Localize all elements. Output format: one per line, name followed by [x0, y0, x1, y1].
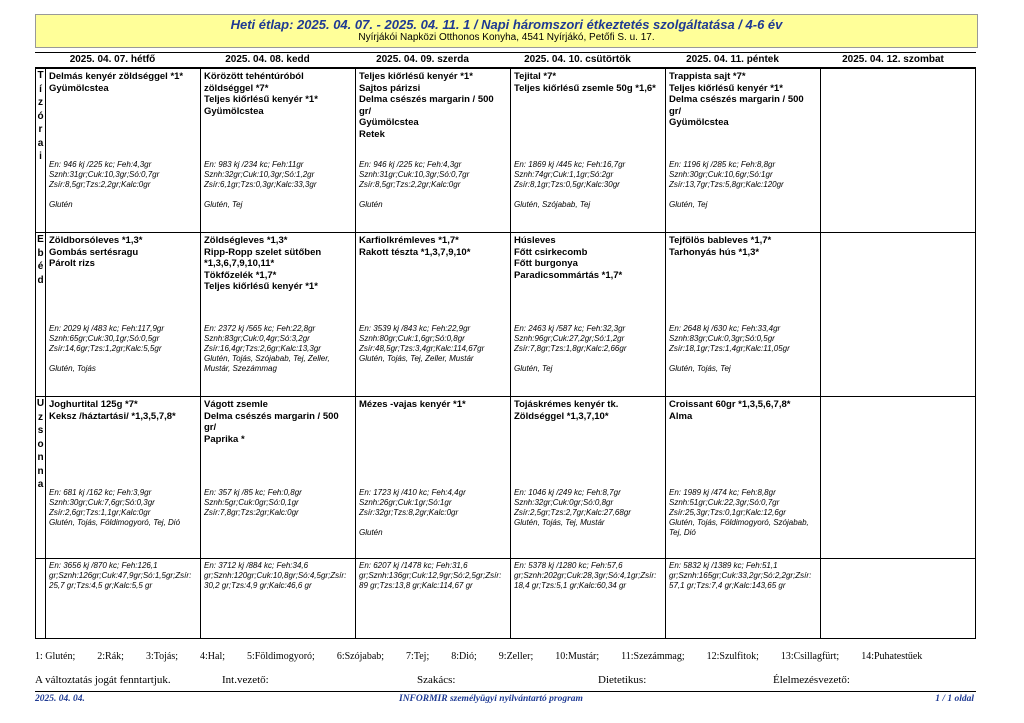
- nutrition-info: [514, 324, 663, 354]
- allergen-list: Glutén, Tej: [514, 364, 553, 373]
- menu-cell-uzsonna-tuesday: [201, 397, 356, 558]
- nutrition-line: Mustár, Szezámmag: [204, 364, 277, 373]
- meal-label-letter: U: [36, 398, 45, 409]
- dish-line: Paprika *: [204, 433, 245, 445]
- dish-line: Rakott tészta *1,3,7,9,10*: [359, 246, 471, 258]
- total-line: En: 3656 kj /870 kc; Feh:126,1: [49, 561, 158, 570]
- menu-cell-ebed-saturday: [821, 233, 975, 396]
- nutrition-info: [359, 324, 508, 364]
- meal-label-ebed: [36, 233, 46, 396]
- allergen-legend-item: 6:Szójabab;: [336, 651, 385, 662]
- nutrition-line: Sznh:30gr;Cuk:10,6gr;Só:1gr: [669, 170, 773, 179]
- menu-header: [35, 14, 978, 48]
- meal-label-letter: é: [37, 261, 44, 272]
- meal-label-letter: o: [37, 438, 44, 450]
- nutrition-line: Zsír:2,5gr;Tzs:2,7gr;Kalc:27,68gr: [514, 508, 631, 517]
- dietitian-label: Dietetikus:: [598, 674, 647, 686]
- nutrition-line: Sznh:96gr;Cuk:27,2gr;Só:1,2gr: [514, 334, 625, 343]
- allergen-legend-item: 10:Mustár;: [555, 651, 600, 662]
- allergen-legend-item: 7:Tej;: [406, 651, 430, 662]
- dish-line: Ripp-Ropp szelet sütőben: [204, 246, 322, 258]
- dish-line: Húsleves: [514, 235, 556, 246]
- total-line: gr;Sznh:202gr;Cuk:28,3gr;Só:4,1gr;Zsír:: [514, 571, 657, 580]
- nutrition-line: En: 1196 kj /285 kc; Feh:8,8gr: [669, 160, 776, 169]
- menu-cell-tizorai-friday: [666, 69, 821, 232]
- dish-line: Gyümölcstea: [669, 117, 729, 128]
- day-thursday: 2025. 04. 10. csütörtök: [524, 54, 631, 65]
- total-line: En: 5832 kj /1389 kc; Feh:51,1: [669, 561, 778, 570]
- dish-line: Teljes kiőrlésű kenyér *1*: [359, 71, 473, 82]
- allergen-legend-item: 2:Rák;: [97, 651, 124, 662]
- meal-label-letter: i: [39, 151, 42, 162]
- meal-label-letter: s: [37, 425, 44, 436]
- allergen-legend-item: 5:Földimogyoró;: [247, 651, 315, 662]
- allergen-legend-item: 1: Glutén;: [35, 651, 76, 662]
- meal-row-ebed: [36, 233, 975, 397]
- dish-line: Mézes -vajas kenyér *1*: [359, 399, 466, 410]
- nutrition-line: Sznh:83gr;Cuk:0,3gr;Só:0,5gr: [669, 334, 775, 343]
- nutrition-line: En: 357 kj /85 kc; Feh:0,8gr: [204, 488, 302, 497]
- daily-total-tuesday: [201, 559, 356, 638]
- totals-label: [36, 559, 46, 638]
- daily-total-thursday: [511, 559, 666, 638]
- nutrition-line: Sznh:30gr;Cuk:7,6gr;Só:0,3gr: [49, 498, 155, 507]
- total-line: En: 5378 kj /1280 kc; Feh:57,6: [514, 561, 623, 570]
- daily-total-wednesday: [356, 559, 511, 638]
- nutrition-line: Zsír:25,3gr;Tzs:0,1gr;Kalc:12,6gr: [669, 508, 786, 517]
- meal-label-uzsonna: [36, 397, 46, 558]
- nutrition-line: Sznh:74gr;Cuk:1,1gr;Só:2gr: [514, 170, 614, 179]
- dish-line: Vágott zsemle: [204, 399, 268, 410]
- allergen-list: Glutén: [49, 200, 73, 209]
- nutrition-line: En: 2372 kj /565 kc; Feh:22,8gr: [204, 324, 316, 333]
- total-line: 25,7 gr;Tzs:4,5 gr;Kalc:5,5 gr: [49, 581, 153, 590]
- nutrition-line: En: 983 kj /234 kc; Feh:11gr: [204, 160, 304, 169]
- total-line: gr;Sznh:165gr;Cuk:33,2gr;Só:2,2gr;Zsír:: [669, 571, 812, 580]
- dish-line: Teljes kiőrlésű kenyér *1*: [204, 281, 318, 292]
- menu-cell-uzsonna-wednesday: [356, 397, 511, 558]
- dish-line: Tojáskrémes kenyér tk.: [514, 399, 619, 410]
- dish-line: Tarhonyás hús *1,3*: [669, 246, 760, 258]
- daily-totals-row: [36, 559, 975, 638]
- nutrition-line: Sznh:31gr;Cuk:10,3gr;Só:0,7gr: [359, 170, 470, 179]
- meal-row-tizorai: [36, 69, 975, 233]
- dish-line: Zöldségleves *1,3*: [204, 235, 288, 246]
- nutrition-info: [49, 160, 198, 190]
- nutrition-info: [514, 160, 663, 190]
- dish-line: Tejfölös bableves *1,7*: [669, 235, 772, 246]
- dish-line: Alma: [669, 410, 693, 422]
- daily-total-info: [49, 561, 198, 591]
- nutrition-info: [359, 160, 508, 190]
- nutrition-line: Zsír:8,5gr;Tzs:2,2gr;Kalc:0gr: [49, 180, 151, 189]
- allergen-list: Glutén, Tej: [669, 200, 708, 209]
- nutrition-line: Zsír:2,6gr;Tzs:1,1gr;Kalc:0gr: [49, 508, 151, 517]
- meal-label-letter: í: [39, 83, 42, 95]
- dish-line: gr/: [359, 105, 372, 117]
- total-line: 30,2 gr;Tzs:4,9 gr;Kalc:46,6 gr: [204, 581, 312, 590]
- dish-line: Delma csészés margarin / 500: [669, 94, 804, 105]
- nutrition-line: En: 1723 kj /410 kc; Feh:4,4gr: [359, 488, 466, 497]
- nutrition-line: En: 2463 kj /587 kc; Feh:32,3gr: [514, 324, 626, 333]
- nutrition-info: [49, 488, 198, 528]
- dish-line: Gyümölcstea: [359, 117, 419, 128]
- dish-line: Keksz /háztartási/ *1,3,5,7,8*: [49, 410, 176, 422]
- menu-title: Heti étlap: 2025. 04. 07. - 2025. 04. 11. 1 / Napi háromszori étkeztetés szolgáltatása / 4-6 év: [230, 17, 783, 32]
- nutrition-line: En: 1989 kj /474 kc; Feh:8,8gr: [669, 488, 776, 497]
- day-saturday: 2025. 04. 12. szombat: [842, 54, 944, 65]
- nutrition-line: Sznh:51gr;Cuk:22,3gr;Só:0,7gr: [669, 498, 780, 507]
- nutrition-line: Glutén, Tojás, Szójabab, Tej, Zeller,: [204, 354, 330, 363]
- nutrition-line: Glutén, Tojás, Tej, Mustár: [514, 518, 605, 527]
- dish-line: Delma csészés margarin / 500: [204, 410, 339, 422]
- allergen-list: Glutén, Tej: [204, 200, 243, 209]
- nutrition-info: [669, 488, 818, 538]
- menu-cell-tizorai-saturday: [821, 69, 975, 232]
- day-wednesday: 2025. 04. 09. szerda: [376, 54, 469, 65]
- dish-line: Teljes kiőrlésű zsemle 50g *1,6*: [514, 82, 656, 94]
- dish-line: Gombás sertésragu: [49, 246, 139, 258]
- meal-label-letter: a: [37, 479, 44, 490]
- rights-note: A változtatás jogát fenntartjuk.: [35, 674, 171, 686]
- dish-line: Trappista sajt *7*: [669, 71, 746, 82]
- dish-line: Körözött tehéntúróból: [204, 71, 304, 82]
- day-friday: 2025. 04. 11. péntek: [686, 54, 779, 65]
- total-line: En: 3712 kj /884 kc; Feh:34,6: [204, 561, 309, 570]
- nutrition-line: En: 1046 kj /249 kc; Feh:8,7gr: [514, 488, 621, 497]
- dish-line: Gyümölcstea: [49, 82, 109, 94]
- dish-line: Párolt rizs: [49, 258, 95, 269]
- allergen-list: Glutén: [359, 200, 383, 209]
- meal-label-letter: a: [37, 137, 44, 149]
- page-footer: [35, 691, 976, 706]
- dish-line: Joghurtital 125g *7*: [49, 399, 138, 410]
- footer-date: 2025. 04. 04.: [35, 694, 85, 704]
- dish-line: zöldséggel *7*: [204, 82, 269, 94]
- nutrition-line: Zsír:8,1gr;Tzs:0,5gr;Kalc:30gr: [514, 180, 620, 189]
- allergen-legend-item: 3:Tojás;: [145, 651, 179, 662]
- allergen-legend-item: 8:Dió;: [451, 651, 477, 662]
- dish-line: Teljes kiőrlésű kenyér *1*: [669, 82, 783, 94]
- meal-label-letter: z: [38, 411, 43, 423]
- cook-label: Szakács:: [417, 674, 456, 686]
- nutrition-info: [204, 160, 353, 190]
- meal-label-letter: ó: [37, 110, 44, 122]
- nutrition-line: En: 946 kj /225 kc; Feh:4,3gr: [49, 160, 152, 169]
- total-line: 89 gr;Tzs:13,8 gr;Kalc:114,67 gr: [359, 581, 473, 590]
- dish-line: Retek: [359, 128, 385, 140]
- nutrition-line: Zsír:18,1gr;Tzs:1,4gr;Kalc:11,05gr: [669, 344, 790, 353]
- meal-label-letter: n: [37, 452, 44, 463]
- allergen-legend-item: 9:Zeller;: [498, 651, 534, 662]
- dish-line: Delma csészés margarin / 500: [359, 94, 494, 105]
- dish-line: Zöldborsóleves *1,3*: [49, 235, 143, 246]
- nutrition-info: [514, 488, 663, 528]
- nutrition-line: En: 2029 kj /483 kc; Feh:117,9gr: [49, 324, 165, 333]
- dish-line: gr/: [669, 105, 682, 117]
- nutrition-line: Sznh:5gr;Cuk:0gr;Só:0,1gr: [204, 498, 299, 507]
- food-manager-label: Élelmezésvezető:: [773, 674, 850, 686]
- allergen-list: Glutén, Tojás, Tej: [669, 364, 731, 373]
- nutrition-line: Glutén, Tojás, Tej, Zeller, Mustár: [359, 354, 474, 363]
- kitchen-address: Nyírjákói Napközi Otthonos Konyha, 4541 Nyírjákó, Petőfi S. u. 17.: [358, 32, 655, 43]
- allergen-list: Glutén, Tojás: [49, 364, 96, 373]
- nutrition-line: Zsír:14,6gr;Tzs:1,2gr;Kalc:5,5gr: [49, 344, 162, 353]
- total-line: gr;Sznh:126gr;Cuk:47,9gr;Só:1,5gr;Zsír:: [49, 571, 192, 580]
- allergen-legend-item: 11:Szezámmag;: [621, 651, 685, 662]
- meal-label-letter: n: [37, 465, 44, 477]
- meal-label-letter: d: [37, 274, 44, 286]
- daily-total-friday: [666, 559, 821, 638]
- footer-program: INFORMIR személyügyi nyilvántartó program: [399, 694, 583, 704]
- int-leader-label: Int.vezető:: [222, 674, 269, 686]
- nutrition-line: Sznh:80gr;Cuk:1,6gr;Só:0,8gr: [359, 334, 465, 343]
- dish-line: Gyümölcstea: [204, 105, 264, 117]
- nutrition-info: [359, 488, 508, 518]
- nutrition-line: En: 2648 kj /630 kc; Feh:33,4gr: [669, 324, 781, 333]
- daily-total-info: [204, 561, 353, 591]
- day-monday: 2025. 04. 07. hétfő: [69, 54, 156, 65]
- nutrition-line: Zsír:8,5gr;Tzs:2,2gr;Kalc:0gr: [359, 180, 461, 189]
- allergen-legend-item: 4:Hal;: [200, 651, 226, 662]
- dish-line: Karfiolkrémleves *1,7*: [359, 235, 459, 246]
- nutrition-line: Sznh:31gr;Cuk:10,3gr;Só:0,7gr: [49, 170, 160, 179]
- nutrition-line: Sznh:65gr;Cuk:30,1gr;Só:0,5gr: [49, 334, 160, 343]
- nutrition-line: Glutén, Tojás, Földimogyoró, Tej, Dió: [49, 518, 181, 527]
- nutrition-info: [49, 324, 198, 354]
- nutrition-line: Zsír:48,5gr;Tzs:3,4gr;Kalc:114,67gr: [359, 344, 485, 353]
- menu-cell-tizorai-thursday: [511, 69, 666, 232]
- dish-line: Tejital *7*: [514, 71, 557, 82]
- daily-total-info: [359, 561, 508, 591]
- total-line: En: 6207 kj /1478 kc; Feh:31,6: [359, 561, 468, 570]
- nutrition-line: Sznh:26gr;Cuk:1gr;Só:1gr: [359, 498, 452, 507]
- meal-label-letter: E: [37, 234, 44, 245]
- nutrition-line: Sznh:83gr;Cuk:0,4gr;Só:3,2gr: [204, 334, 310, 343]
- allergen-legend-item: 14:Puhatestűek: [861, 651, 923, 662]
- menu-grid: [35, 68, 976, 639]
- menu-cell-ebed-tuesday: [201, 233, 356, 396]
- total-line: gr;Sznh:136gr;Cuk:12,9gr;Só:2,5gr;Zsír:: [359, 571, 502, 580]
- dish-line: Zöldséggel *1,3,7,10*: [514, 410, 609, 422]
- dish-line: Teljes kiőrlésű kenyér *1*: [204, 94, 318, 105]
- meal-label-tizorai: [36, 69, 46, 232]
- menu-cell-uzsonna-monday: [46, 397, 201, 558]
- nutrition-line: Tej, Dió: [669, 528, 696, 537]
- allergen-list: Glutén, Szójabab, Tej: [514, 200, 591, 209]
- total-line: 18,4 gr;Tzs:5,1 gr;Kalc:60,34 gr: [514, 581, 627, 590]
- nutrition-info: [204, 324, 353, 374]
- total-line: 57,1 gr;Tzs:7,4 gr;Kalc:143,65 gr: [669, 581, 786, 590]
- nutrition-line: En: 1869 kj /445 kc; Feh:16,7gr: [514, 160, 626, 169]
- nutrition-line: En: 946 kj /225 kc; Feh:4,3gr: [359, 160, 462, 169]
- daily-total-monday: [46, 559, 201, 638]
- meal-label-letter: T: [37, 70, 44, 81]
- allergen-legend: [35, 651, 976, 662]
- meal-label-letter: z: [38, 97, 43, 108]
- menu-cell-uzsonna-thursday: [511, 397, 666, 558]
- menu-cell-ebed-thursday: [511, 233, 666, 396]
- daily-total-saturday: [821, 559, 975, 638]
- menu-cell-uzsonna-saturday: [821, 397, 975, 558]
- day-tuesday: 2025. 04. 08. kedd: [225, 54, 310, 65]
- allergen-list: Glutén: [359, 528, 383, 537]
- footer-page: 1 / 1 oldal: [935, 694, 974, 704]
- daily-total-info: [514, 561, 663, 591]
- nutrition-line: Sznh:32gr;Cuk:0gr;Só:0,8gr: [514, 498, 614, 507]
- nutrition-line: Zsír:6,1gr;Tzs:0,3gr;Kalc:33,3gr: [204, 180, 317, 189]
- nutrition-info: [204, 488, 353, 518]
- day-header-row: [35, 52, 976, 68]
- menu-cell-ebed-friday: [666, 233, 821, 396]
- meal-label-letter: b: [37, 247, 44, 259]
- nutrition-line: Zsír:16,4gr;Tzs:2,6gr;Kalc:13,3gr: [204, 344, 321, 353]
- total-line: gr;Sznh:120gr;Cuk:10,8gr;Só:4,5gr;Zsír:: [204, 571, 347, 580]
- allergen-legend-item: 12:Szulfitok;: [706, 651, 759, 662]
- nutrition-line: Zsír:7,8gr;Tzs:1,8gr;Kalc:2,66gr: [514, 344, 627, 353]
- meal-row-uzsonna: [36, 397, 975, 559]
- menu-cell-tizorai-wednesday: [356, 69, 511, 232]
- nutrition-line: Zsír:7,8gr;Tzs:2gr;Kalc:0gr: [204, 508, 299, 517]
- menu-cell-tizorai-tuesday: [201, 69, 356, 232]
- nutrition-info: [669, 324, 818, 354]
- dish-line: *1,3,6,7,9,10,11*: [204, 258, 275, 269]
- menu-cell-tizorai-monday: [46, 69, 201, 232]
- menu-cell-uzsonna-friday: [666, 397, 821, 558]
- daily-total-info: [669, 561, 818, 591]
- nutrition-info: [669, 160, 818, 190]
- dish-line: Croissant 60gr *1,3,5,6,7,8*: [669, 399, 791, 410]
- dish-line: Delmás kenyér zöldséggel *1*: [49, 71, 184, 82]
- meal-label-letter: r: [38, 124, 43, 135]
- dish-line: Főtt csirkecomb: [514, 246, 588, 258]
- dish-line: Tökfőzelék *1,7*: [204, 269, 277, 281]
- dish-line: Paradicsommártás *1,7*: [514, 269, 623, 281]
- allergen-legend-item: 13:Csillagfürt;: [780, 651, 840, 662]
- dish-line: Sajtos párizsi: [359, 82, 421, 94]
- dish-line: Főtt burgonya: [514, 258, 578, 269]
- nutrition-line: En: 3539 kj /843 kc; Feh:22,9gr: [359, 324, 471, 333]
- nutrition-line: Sznh:32gr;Cuk:10,3gr;Só:1,2gr: [204, 170, 315, 179]
- nutrition-line: En: 681 kj /162 kc; Feh:3,9gr: [49, 488, 152, 497]
- nutrition-line: Zsír:13,7gr;Tzs:5,8gr;Kalc:120gr: [669, 180, 784, 189]
- menu-cell-ebed-monday: [46, 233, 201, 396]
- menu-cell-ebed-wednesday: [356, 233, 511, 396]
- nutrition-line: Zsír:32gr;Tzs:8,2gr;Kalc:0gr: [359, 508, 459, 517]
- nutrition-line: Glutén, Tojás, Földimogyoró, Szójabab,: [669, 518, 809, 527]
- dish-line: gr/: [204, 422, 217, 433]
